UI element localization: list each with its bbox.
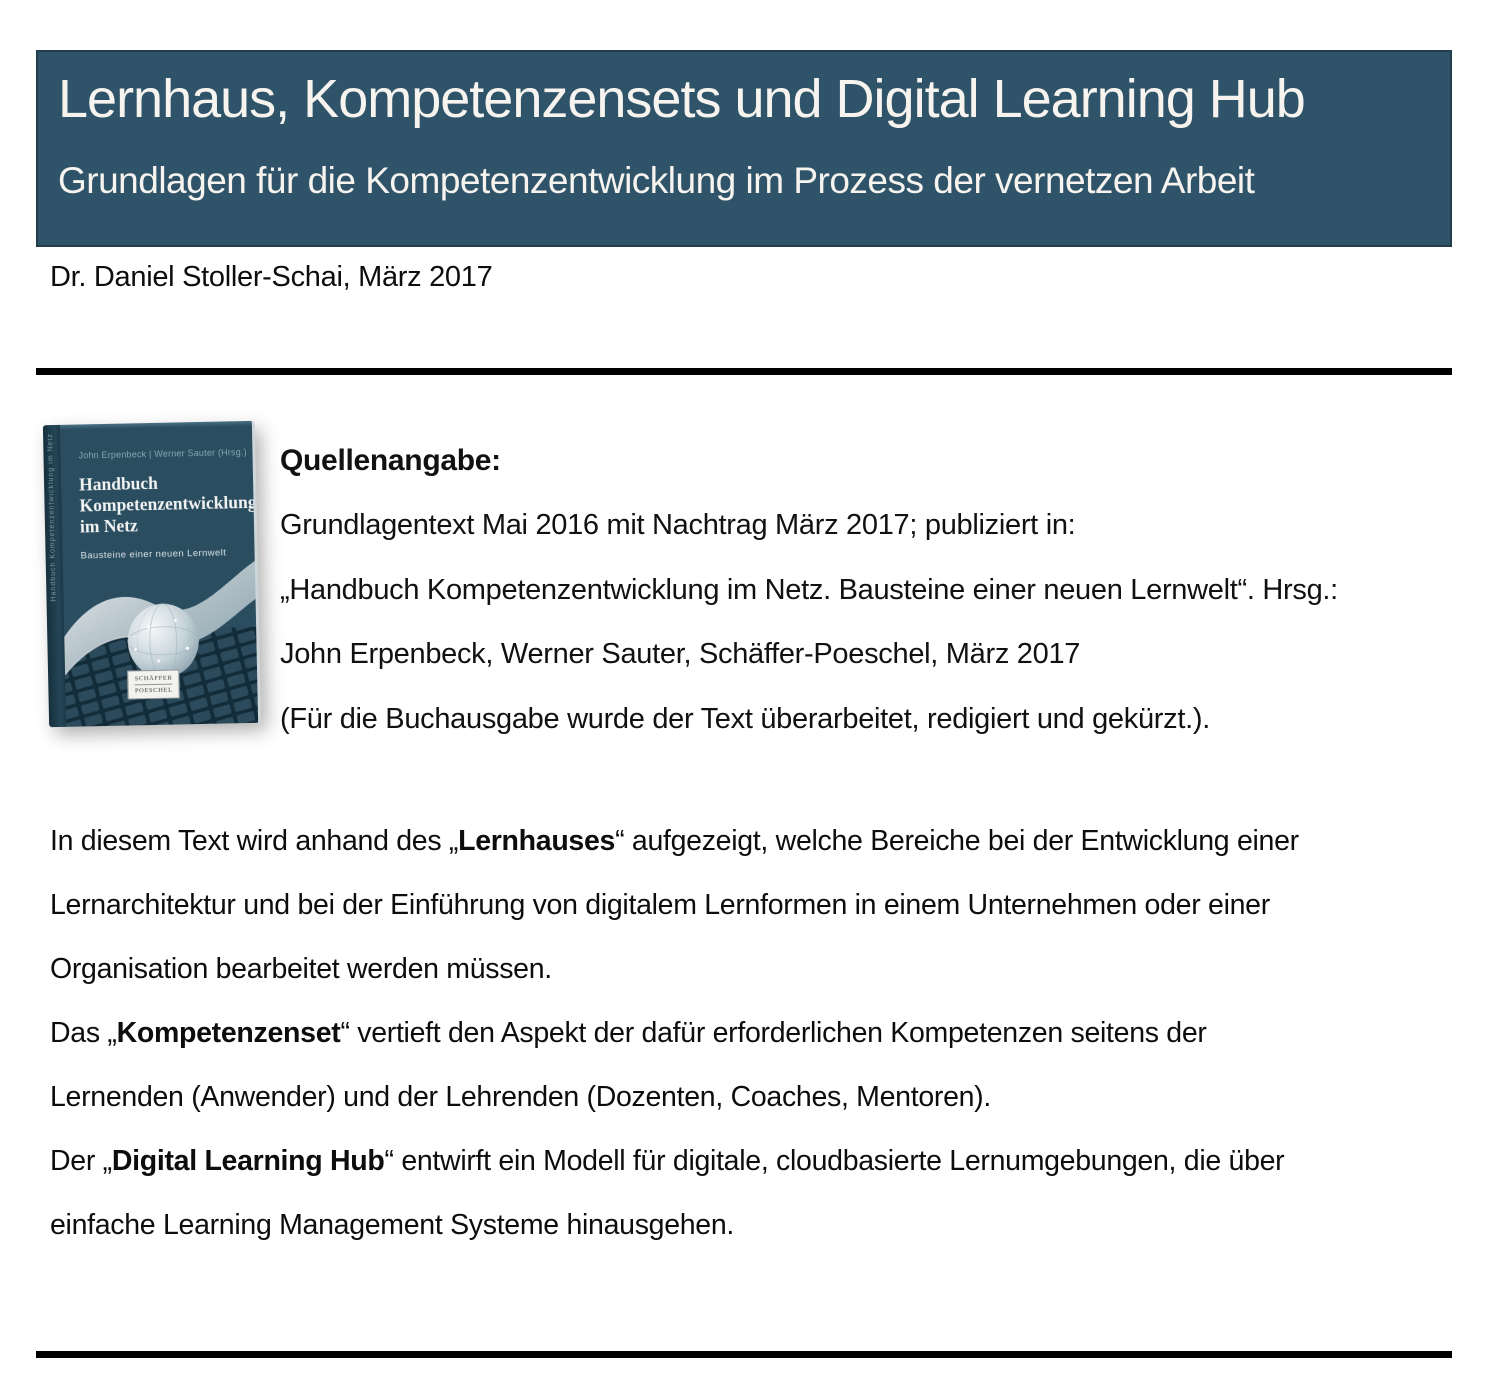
citation-line: Grundlagentext Mai 2016 mit Nachtrag März 2017; publiziert in: [280, 509, 1076, 541]
text-segment: In diesem Text wird anhand des „ [50, 825, 459, 857]
book-front-cover [60, 421, 261, 727]
bold-term: Kompetenzenset [116, 1017, 341, 1049]
body-text [50, 809, 1448, 1257]
source-section [46, 423, 1488, 751]
text-segment: “ aufgezeigt, welche Bereiche bei der Entwicklung einer [615, 825, 1299, 857]
book-3d [43, 421, 261, 727]
paragraph-line [50, 1001, 1448, 1065]
paragraph-line: Lernarchitektur und bei der Einführung von digitalem Lernformen in einem Unternehmen oder einer [50, 889, 1270, 921]
title-banner [36, 50, 1452, 247]
citation-block [280, 423, 1338, 751]
text-segment: Der „ [50, 1145, 112, 1177]
document-subtitle: Grundlagen für die Kompetenzentwicklung im Prozess der vernetzen Arbeit [58, 159, 1255, 201]
publisher-name-top: SCHÄFFER [135, 673, 173, 686]
text-segment: “ entwirft ein Modell für digitale, cloudbasierte Lernumgebungen, die über [384, 1145, 1285, 1177]
citation-line: John Erpenbeck, Werner Sauter, Schäffer-Poeschel, März 2017 [280, 638, 1081, 670]
publisher-name-bottom: POESCHEL [134, 686, 173, 695]
book-cover-image [43, 421, 261, 727]
citation-line: „Handbuch Kompetenzentwicklung im Netz. Bausteine einer neuen Lernwelt“. Hrsg.: [280, 573, 1338, 606]
divider-bottom [36, 1351, 1452, 1358]
paragraph-line [50, 809, 1448, 873]
text-segment: Das „ [50, 1017, 117, 1049]
book-subtitle: Bausteine einer neuen Lernwelt [80, 547, 227, 562]
paragraph-line: Lernenden (Anwender) und der Lehrenden (Dozenten, Coaches, Mentoren). [50, 1081, 991, 1113]
bold-term: Lernhauses [458, 825, 616, 857]
citation-heading: Quellenangabe: [280, 444, 501, 477]
divider-top [36, 368, 1452, 375]
author-line: Dr. Daniel Stoller-Schai, März 2017 [50, 261, 493, 293]
paragraph-line: einfache Learning Management Systeme hinausgehen. [50, 1209, 735, 1241]
book-spine-text: Handbuch Kompetenzentwicklung im Netz [47, 433, 58, 602]
book-publisher-logo [127, 669, 179, 700]
document-page [0, 50, 1488, 1257]
paragraph-line [50, 1129, 1448, 1193]
bold-term: Digital Learning Hub [111, 1145, 385, 1177]
book-title: Handbuch Kompetenzentwicklung im Netz [78, 472, 257, 537]
document-title: Lernhaus, Kompetenzensets und Digital Learning Hub [58, 69, 1305, 129]
text-segment: “ vertieft den Aspekt der dafür erforderlichen Kompetenzen seitens der [340, 1017, 1207, 1049]
book-authors: John Erpenbeck | Werner Sauter (Hrsg.) [78, 446, 247, 461]
book-cover-art [63, 555, 258, 727]
citation-line: (Für die Buchausgabe wurde der Text überarbeitet, redigiert und gekürzt.). [280, 702, 1210, 735]
paragraph-line: Organisation bearbeitet werden müssen. [50, 953, 552, 985]
